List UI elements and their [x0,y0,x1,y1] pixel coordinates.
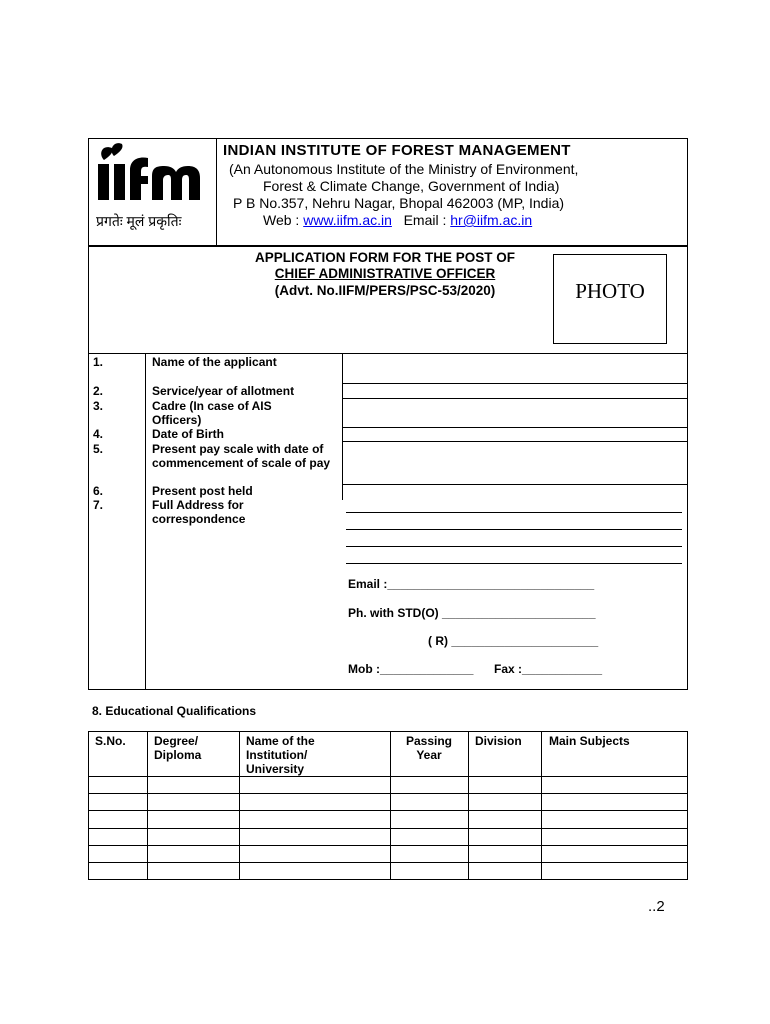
page-number: ..2 [648,898,665,915]
header-line-3: P B No.357, Nehru Nagar, Bhopal 462003 (MP, India) [233,195,565,211]
table-row[interactable] [89,863,687,879]
field-label-1: Name of the applicant [152,355,277,369]
address-line-4[interactable] [346,563,682,564]
web-label: Web : [263,212,300,228]
form-title-line-1: APPLICATION FORM FOR THE POST OF [255,250,515,265]
contact-mob[interactable]: Mob :______________ [348,662,474,676]
field-input-3[interactable] [343,399,687,426]
header-divider [216,138,217,246]
field-num-7: 7. [93,498,104,512]
field-num-2: 2. [93,384,104,398]
header-line-2: Forest & Climate Change, Government of India) [263,178,560,194]
field-num-3: 3. [93,399,104,413]
q-col-sno: S.No. [95,734,126,748]
qualifications-heading: 8. Educational Qualifications [92,704,257,718]
field-num-6: 6. [93,484,104,498]
field-input-2[interactable] [343,384,687,397]
photo-label: PHOTO [575,279,645,303]
q-col-division: Division [475,734,522,748]
field-label-3: Cadre (In case of AIS Officers) [152,399,272,427]
field-input-4[interactable] [343,428,687,440]
iifm-logo [94,140,212,208]
institute-name: INDIAN INSTITUTE OF FOREST MANAGEMENT [223,142,571,159]
email-label: Email : [403,212,447,228]
field-num-5: 5. [93,442,104,456]
q-col-institution: Name of the Institution/ University [246,734,315,776]
contact-fax[interactable]: Fax :____________ [494,662,603,676]
field-label-5: Present pay scale with date of commencement of scale of pay [152,442,331,470]
address-line-3[interactable] [346,546,682,547]
field-label-6: Present post held [152,484,253,498]
fields-col-divider-1 [145,353,146,690]
table-row[interactable] [89,811,687,827]
web-link[interactable]: www.iifm.ac.in [303,212,392,228]
field-input-5[interactable] [343,442,687,483]
field-label-7: Full Address for correspondence [152,498,246,526]
field-num-1: 1. [93,355,104,369]
header-contact-line [263,212,532,228]
table-row[interactable] [89,777,687,792]
form-title-line-3: (Advt. No.IIFM/PERS/PSC-53/2020) [274,283,496,298]
q-col-degree: Degree/ Diploma [154,734,202,762]
table-row[interactable] [89,846,687,861]
table-row[interactable] [89,794,687,809]
field-label-4: Date of Birth [152,427,224,441]
form-title-line-2: CHIEF ADMINISTRATIVE OFFICER [274,266,496,281]
address-line-1[interactable] [346,512,682,513]
table-row[interactable] [89,829,687,844]
q-col-subjects: Main Subjects [549,734,630,748]
field-input-6[interactable] [343,485,687,499]
header-line-1: (An Autonomous Institute of the Ministry of Environment, [229,161,579,177]
email-link[interactable]: hr@iifm.ac.in [450,212,533,228]
field-input-1[interactable] [343,354,687,382]
contact-phone-std[interactable]: Ph. with STD(O) _______________________ [348,606,596,620]
address-line-2[interactable] [346,529,682,530]
contact-phone-r[interactable]: ( R) ______________________ [428,634,599,648]
logo-motto: प्रगतेः मूलं प्रकृतिः [96,213,182,229]
field-num-4: 4. [93,427,104,441]
contact-email[interactable]: Email :_______________________________ [348,577,595,591]
q-col-year: Passing Year [405,734,453,762]
field-label-2: Service/year of allotment [152,384,295,398]
